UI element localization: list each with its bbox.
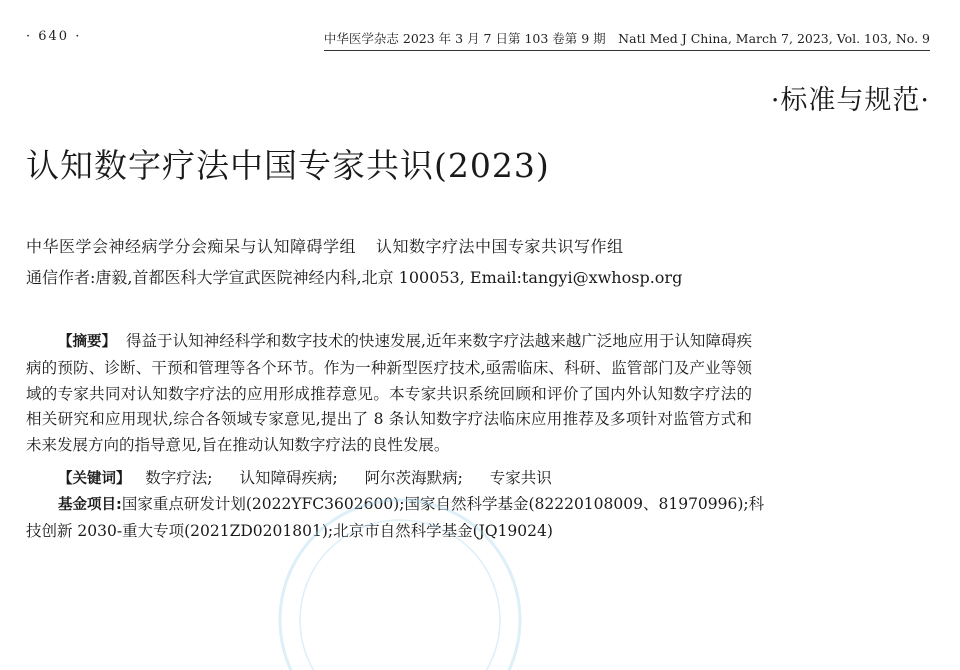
keyword-item: 数字疗法; — [145, 469, 213, 487]
author-group-1: 中华医学会神经病学分会痴呆与认知障碍学组 — [26, 237, 357, 256]
article-title: 认知数字疗法中国专家共识(2023) — [26, 146, 550, 185]
abstract-label: 【摘要】 — [58, 334, 117, 350]
journal-citation: 中华医学杂志 2023 年 3 月 7 日第 103 卷第 9 期 Natl Med J China, March 7, 2023, Vol. 103, No. 9 — [324, 29, 930, 51]
author-group-2: 认知数字疗法中国专家共识写作组 — [376, 237, 624, 256]
keywords — [58, 466, 574, 488]
abstract-text: 得益于认知神经科学和数字技术的快速发展,近年来数字疗法越来越广泛地应用于认知障碍疾病的预防、诊断、干预和管理等各个环节。作为一种新型医疗技术,亟需临床、科研、监管部门及产业等领域的专家共同对认知数字疗法的应用形成推荐意见。本专家共识系统回顾和评价了国内外认知数字疗法的相关研究和应用现状,综合各领域专家意见,提出了 8 条认知数字疗法临床应用推荐及多项针对监管方式和未来发展方向的指导意见,旨在推动认知数字疗法的良性发展。 — [26, 332, 753, 455]
section-label: ·标准与规范· — [770, 85, 930, 116]
funding — [26, 492, 766, 544]
page-number: · 640 · — [26, 29, 82, 44]
keywords-label: 【关键词】 — [58, 471, 131, 487]
keyword-item: 认知障碍疾病; — [239, 469, 338, 487]
corresponding-author: 通信作者:唐毅,首都医科大学宣武医院神经内科,北京 100053, Email:tangyi@xwhosp.org — [26, 268, 683, 287]
author-groups — [26, 234, 624, 257]
keyword-item: 专家共识 — [489, 469, 552, 487]
keyword-item: 阿尔茨海默病; — [364, 469, 463, 487]
abstract — [26, 329, 752, 459]
funding-text: 国家重点研发计划(2022YFC3602600);国家自然科学基金(82220108009、81970996);科技创新 2030-重大专项(2021ZD0201801);北京市自然科学基金(JQ19024) — [26, 495, 765, 540]
running-header — [26, 27, 930, 49]
funding-label: 基金项目: — [58, 497, 122, 513]
